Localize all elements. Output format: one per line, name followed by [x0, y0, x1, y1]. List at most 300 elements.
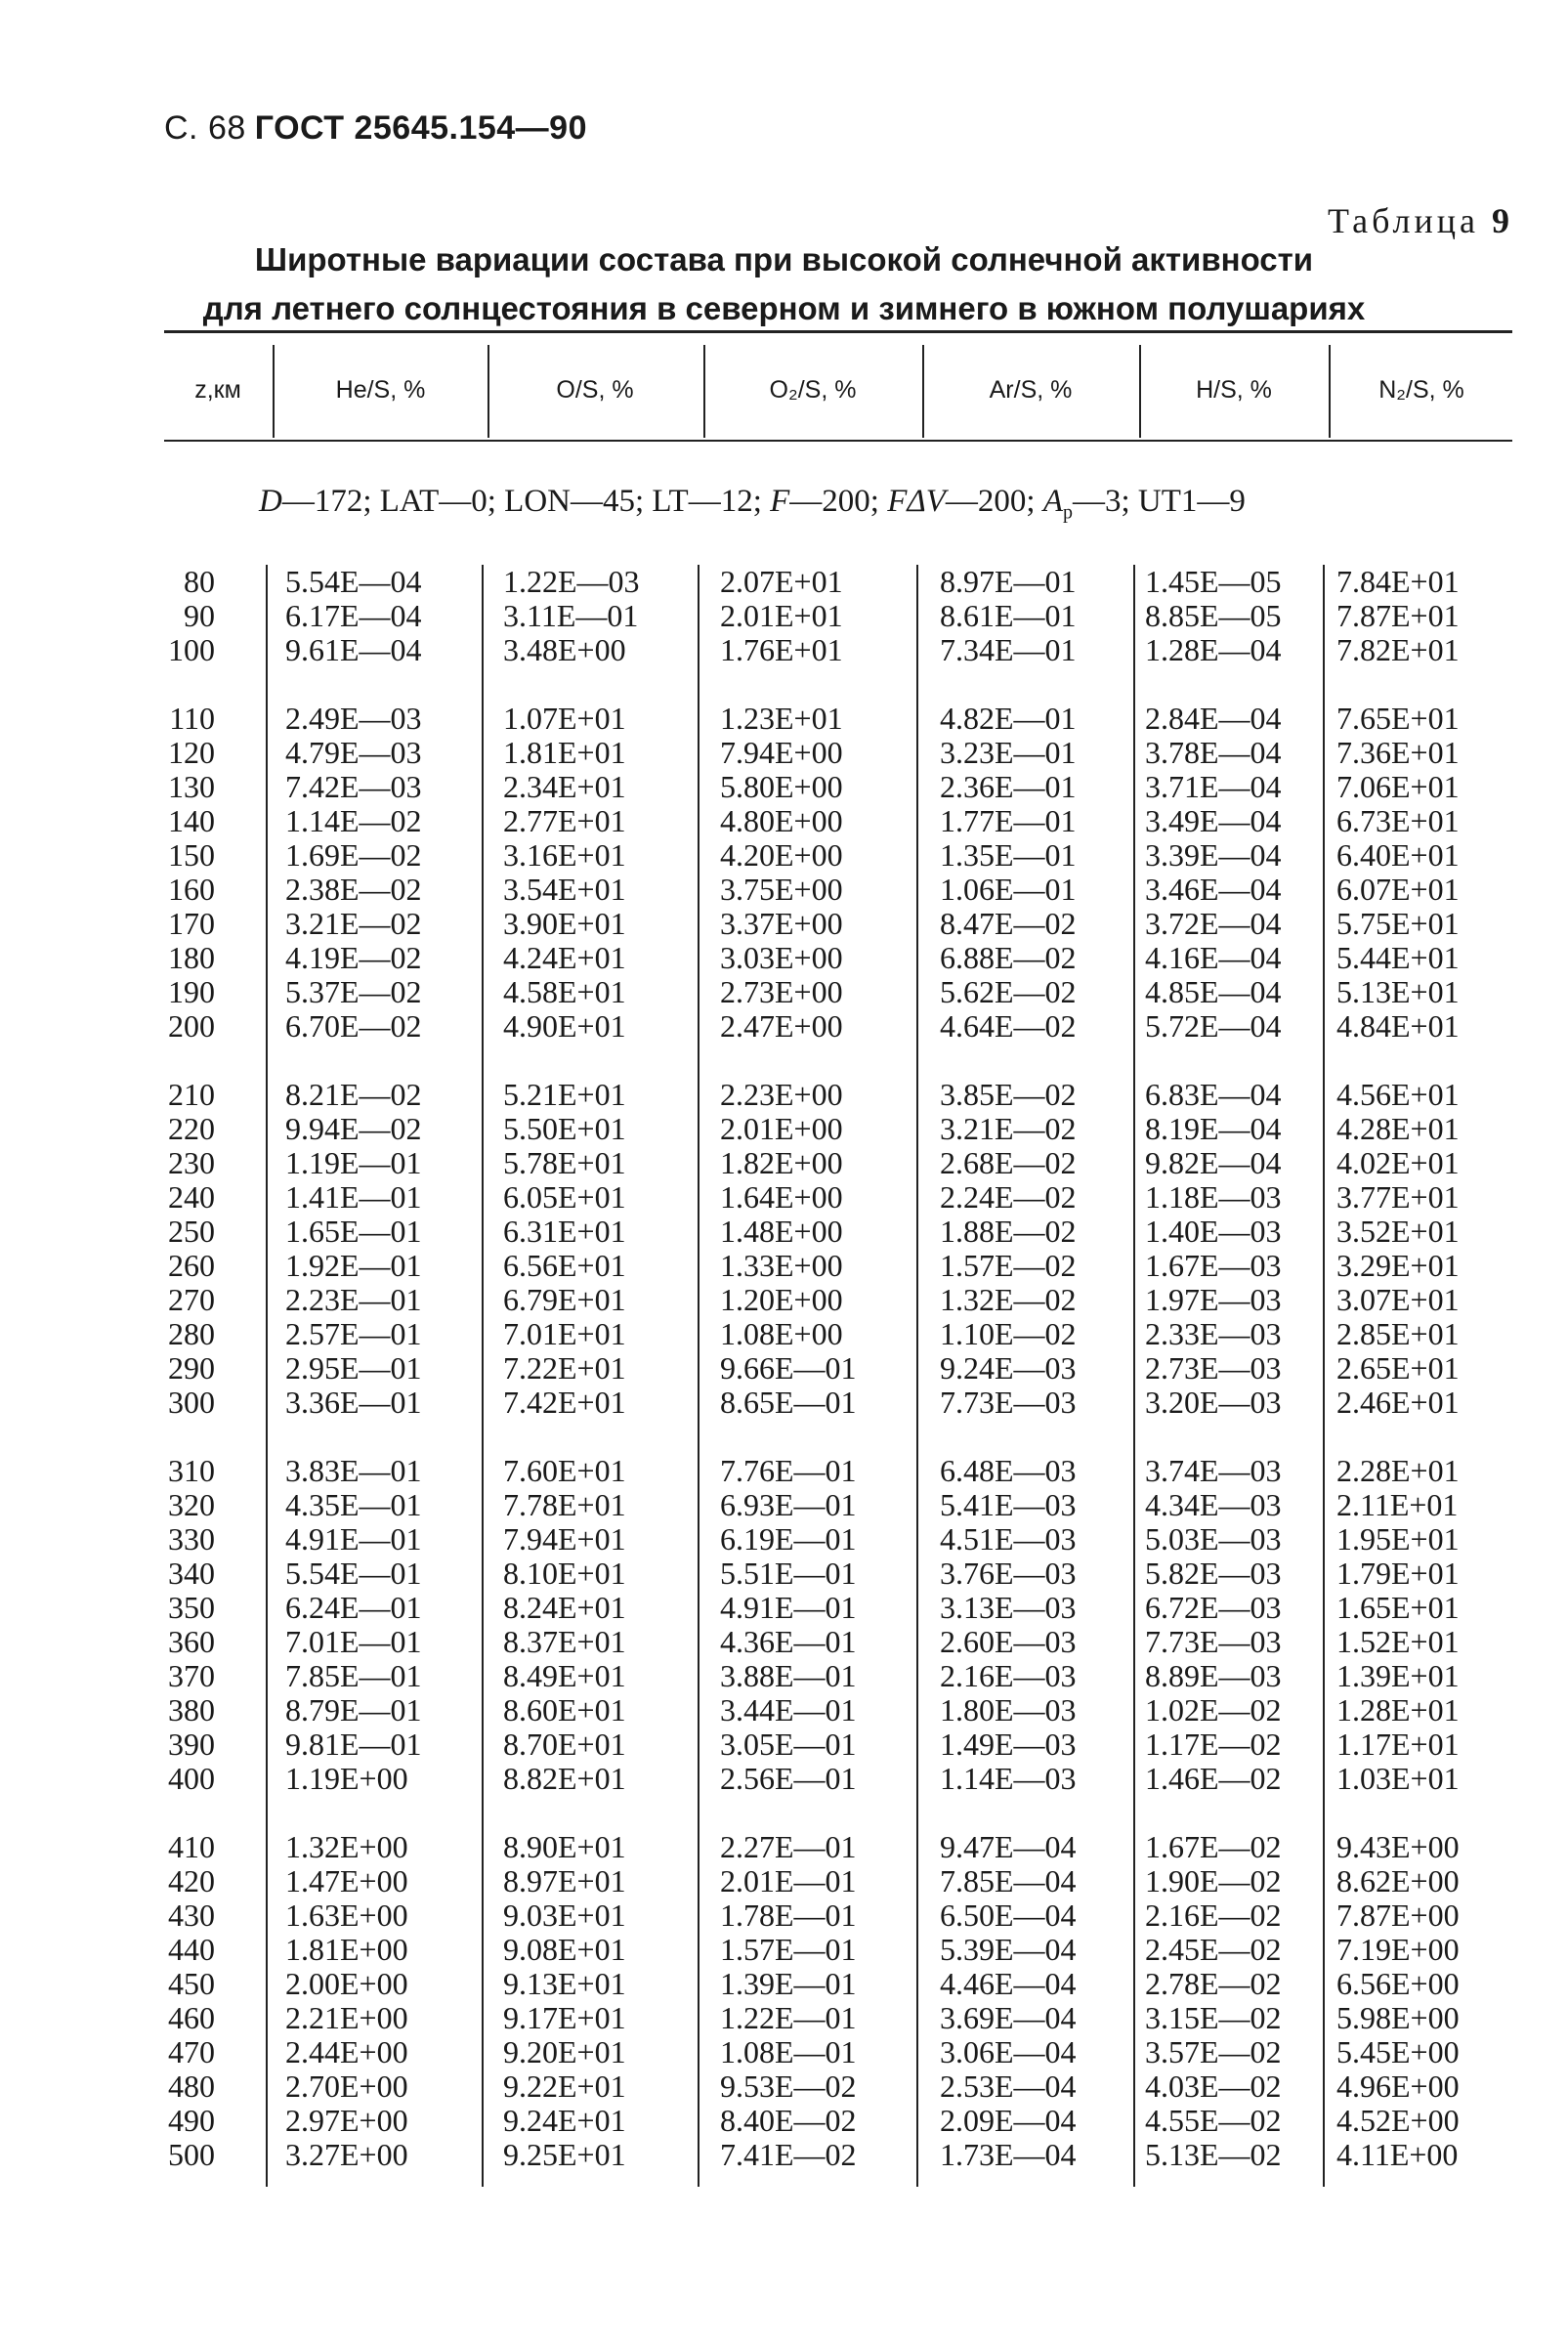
table-cell-z: 310: [168, 1453, 215, 1488]
table-cell-he: 2.57E—01: [285, 1316, 422, 1351]
param-f-value: —200;: [789, 484, 888, 519]
table-cell-n2: 1.39E+01: [1336, 1658, 1460, 1693]
table-title-line-1: Широтные вариации состава при высокой солнечной активности: [254, 241, 1314, 277]
table-cell-n2: 7.06E+01: [1336, 769, 1460, 804]
table-cell-he: 2.00E+00: [285, 1966, 408, 2001]
column-o2: [720, 565, 857, 2172]
table-cell-z: 350: [168, 1590, 215, 1625]
table-cell-n2: 2.65E+01: [1336, 1350, 1460, 1386]
table-cell-h: 1.97E—03: [1145, 1282, 1282, 1317]
table-cell-o2: 2.27E—01: [720, 1829, 857, 1864]
table-cell-n2: 7.87E+01: [1336, 598, 1460, 633]
table-cell-n2: 4.84E+01: [1336, 1008, 1460, 1044]
table-cell-n2: 4.28E+01: [1336, 1111, 1460, 1146]
table-cell-he: 8.21E—02: [285, 1077, 422, 1112]
table-cell-n2: 3.52E+01: [1336, 1214, 1460, 1249]
table-cell-ar: 8.61E—01: [940, 598, 1077, 633]
table-cell-h: 5.03E—03: [1145, 1521, 1282, 1557]
table-cell-ar: 3.23E—01: [940, 735, 1077, 770]
table-cell-z: 320: [168, 1487, 215, 1522]
table-cell-o: 3.90E+01: [503, 906, 626, 941]
table-cell-o2: 4.36E—01: [720, 1624, 857, 1659]
table-cell-ar: 6.48E—03: [940, 1453, 1077, 1488]
table-cell-h: 3.57E—02: [1145, 2034, 1282, 2069]
group-gap: [285, 1420, 422, 1454]
table-cell-o2: 6.19E—01: [720, 1521, 857, 1557]
table-cell-o: 5.78E+01: [503, 1145, 626, 1180]
table-cell-h: 1.18E—03: [1145, 1179, 1282, 1215]
header-separator: [1329, 345, 1331, 438]
table-cell-he: 6.24E—01: [285, 1590, 422, 1625]
table-cell-ar: 2.09E—04: [940, 2103, 1077, 2138]
table-cell-o2: 9.53E—02: [720, 2069, 857, 2104]
group-gap: [1336, 1044, 1460, 1078]
table-cell-z: 440: [168, 1932, 215, 1967]
table-cell-he: 4.91E—01: [285, 1521, 422, 1557]
table-cell-h: 1.17E—02: [1145, 1727, 1282, 1762]
header-separator: [922, 345, 924, 438]
header-separator: [703, 345, 705, 438]
table-cell-o2: 2.47E+00: [720, 1008, 843, 1044]
table-cell-h: 2.84E—04: [1145, 701, 1282, 736]
table-cell-n2: 5.45E+00: [1336, 2034, 1460, 2069]
table-cell-n2: 8.62E+00: [1336, 1863, 1460, 1898]
table-cell-he: 1.41E—01: [285, 1179, 422, 1215]
group-gap: [720, 1420, 857, 1454]
group-gap: [503, 1420, 640, 1454]
table-cell-ar: 8.47E—02: [940, 906, 1077, 941]
table-cell-he: 2.49E—03: [285, 701, 422, 736]
group-gap: [285, 1044, 422, 1078]
table-cell-o2: 2.23E+00: [720, 1077, 843, 1112]
table-cell-ar: 7.85E—04: [940, 1863, 1077, 1898]
param-ap-label: A: [1042, 484, 1063, 519]
table-cell-n2: 2.46E+01: [1336, 1385, 1460, 1420]
table-cell-n2: 1.52E+01: [1336, 1624, 1460, 1659]
table-cell-o2: 3.03E+00: [720, 940, 843, 975]
table-cell-ar: 1.49E—03: [940, 1727, 1077, 1762]
table-cell-z: 270: [168, 1282, 215, 1317]
table-cell-he: 1.14E—02: [285, 803, 422, 838]
table-cell-z: 180: [168, 940, 215, 975]
group-gap: [940, 667, 1077, 702]
table-cell-ar: 3.21E—02: [940, 1111, 1077, 1146]
table-cell-ar: 8.97E—01: [940, 564, 1077, 599]
table-cell-o2: 1.82E+00: [720, 1145, 843, 1180]
table-cell-o2: 7.76E—01: [720, 1453, 857, 1488]
table-cell-he: 9.81E—01: [285, 1727, 422, 1762]
table-cell-z: 490: [168, 2103, 215, 2138]
column-header-z: z,км: [194, 376, 241, 404]
table-cell-n2: 1.17E+01: [1336, 1727, 1460, 1762]
table-cell-ar: 4.51E—03: [940, 1521, 1077, 1557]
table-cell-o2: 4.91E—01: [720, 1590, 857, 1625]
table-cell-n2: 4.11E+00: [1336, 2137, 1459, 2172]
table-cell-n2: 5.98E+00: [1336, 2000, 1460, 2035]
table-cell-he: 9.94E—02: [285, 1111, 422, 1146]
table-cell-n2: 6.40E+01: [1336, 837, 1460, 873]
table-cell-n2: 1.79E+01: [1336, 1556, 1460, 1591]
table-cell-z: 80: [184, 564, 215, 599]
table-cell-z: 470: [168, 2034, 215, 2069]
column-header-h: H/S, %: [1196, 376, 1272, 404]
table-cell-h: 3.49E—04: [1145, 803, 1282, 838]
table-cell-ar: 1.57E—02: [940, 1248, 1077, 1283]
table-cell-o: 8.10E+01: [503, 1556, 626, 1591]
table-cell-ar: 3.06E—04: [940, 2034, 1077, 2069]
table-cell-he: 1.65E—01: [285, 1214, 422, 1249]
table-cell-o2: 1.39E—01: [720, 1966, 857, 2001]
table-cell-o2: 8.65E—01: [720, 1385, 857, 1420]
table-cell-z: 300: [168, 1385, 215, 1420]
table-cell-o: 7.01E+01: [503, 1316, 626, 1351]
table-cell-o: 8.90E+01: [503, 1829, 626, 1864]
table-cell-h: 2.45E—02: [1145, 1932, 1282, 1967]
table-cell-he: 3.27E+00: [285, 2137, 408, 2172]
table-cell-o: 4.58E+01: [503, 974, 626, 1009]
table-cell-he: 5.37E—02: [285, 974, 422, 1009]
table-cell-o2: 7.41E—02: [720, 2137, 857, 2172]
table-cell-he: 4.19E—02: [285, 940, 422, 975]
table-cell-he: 2.21E+00: [285, 2000, 408, 2035]
column-header-o2: O₂/S, %: [769, 376, 857, 404]
table-cell-z: 200: [168, 1008, 215, 1044]
param-fdv-label: FΔV: [887, 484, 946, 519]
column-z: [117, 565, 215, 2172]
table-cell-o2: 1.48E+00: [720, 1214, 843, 1249]
table-cell-n2: 4.52E+00: [1336, 2103, 1460, 2138]
table-cell-o: 2.34E+01: [503, 769, 626, 804]
table-cell-z: 430: [168, 1898, 215, 1933]
table-cell-n2: 4.56E+01: [1336, 1077, 1460, 1112]
group-gap: [285, 1796, 422, 1830]
body-separator: [1323, 565, 1325, 2187]
table-cell-o2: 9.66E—01: [720, 1350, 857, 1386]
table-cell-he: 7.01E—01: [285, 1624, 422, 1659]
table-cell-he: 1.63E+00: [285, 1898, 408, 1933]
body-separator: [482, 565, 484, 2187]
table-cell-ar: 1.73E—04: [940, 2137, 1077, 2172]
table-cell-ar: 7.34E—01: [940, 632, 1077, 667]
column-header-he: He/S, %: [335, 376, 426, 404]
table-cell-ar: 1.88E—02: [940, 1214, 1077, 1249]
table-cell-h: 8.85E—05: [1145, 598, 1282, 633]
table-cell-o: 8.97E+01: [503, 1863, 626, 1898]
table-cell-h: 3.15E—02: [1145, 2000, 1282, 2035]
table-cell-n2: 5.44E+01: [1336, 940, 1460, 975]
table-cell-o2: 7.94E+00: [720, 735, 843, 770]
table-cell-h: 8.89E—03: [1145, 1658, 1282, 1693]
column-he: [285, 565, 422, 2172]
table-cell-o2: 3.44E—01: [720, 1692, 857, 1728]
table-cell-z: 140: [168, 803, 215, 838]
table-cell-n2: 9.43E+00: [1336, 1829, 1460, 1864]
header-bottom-rule: [164, 440, 1512, 442]
table-cell-h: 6.72E—03: [1145, 1590, 1282, 1625]
table-cell-n2: 7.36E+01: [1336, 735, 1460, 770]
table-cell-o: 8.37E+01: [503, 1624, 626, 1659]
group-gap: [940, 1796, 1077, 1830]
table-title-line-2: для летнего солнцестояния в северном и зимнего в южном полушариях: [202, 290, 1366, 326]
table-cell-h: 1.28E—04: [1145, 632, 1282, 667]
table-cell-he: 7.85E—01: [285, 1658, 422, 1693]
group-gap: [720, 1044, 857, 1078]
table-cell-ar: 3.76E—03: [940, 1556, 1077, 1591]
table-cell-z: 260: [168, 1248, 215, 1283]
column-h: [1145, 565, 1282, 2172]
table-cell-o2: 3.88E—01: [720, 1658, 857, 1693]
group-gap: [503, 1044, 640, 1078]
table-cell-o2: 2.01E+00: [720, 1111, 843, 1146]
table-cell-z: 370: [168, 1658, 215, 1693]
table-cell-z: 420: [168, 1863, 215, 1898]
table-cell-h: 4.55E—02: [1145, 2103, 1282, 2138]
table-cell-o2: 1.78E—01: [720, 1898, 857, 1933]
table-cell-n2: 5.75E+01: [1336, 906, 1460, 941]
table-cell-he: 4.35E—01: [285, 1487, 422, 1522]
table-cell-z: 280: [168, 1316, 215, 1351]
group-gap: [1336, 1796, 1460, 1830]
table-cell-o: 5.21E+01: [503, 1077, 626, 1112]
table-label: [1328, 200, 1509, 241]
table-cell-z: 410: [168, 1829, 215, 1864]
table-cell-o2: 4.80E+00: [720, 803, 843, 838]
table-cell-h: 2.16E—02: [1145, 1898, 1282, 1933]
table-cell-he: 6.17E—04: [285, 598, 422, 633]
table-cell-o: 1.07E+01: [503, 701, 626, 736]
group-gap: [1336, 667, 1460, 702]
table-cell-z: 110: [169, 701, 215, 736]
table-cell-h: 1.46E—02: [1145, 1761, 1282, 1796]
table-cell-z: 160: [168, 872, 215, 907]
table-cell-z: 120: [168, 735, 215, 770]
table-cell-ar: 2.68E—02: [940, 1145, 1077, 1180]
group-gap: [1336, 1420, 1460, 1454]
table-cell-ar: 6.88E—02: [940, 940, 1077, 975]
table-cell-o2: 3.75E+00: [720, 872, 843, 907]
table-cell-ar: 4.82E—01: [940, 701, 1077, 736]
table-cell-o2: 1.64E+00: [720, 1179, 843, 1215]
table-cell-ar: 5.62E—02: [940, 974, 1077, 1009]
table-cell-h: 3.71E—04: [1145, 769, 1282, 804]
table-cell-z: 130: [168, 769, 215, 804]
table-cell-h: 3.72E—04: [1145, 906, 1282, 941]
table-cell-n2: 7.82E+01: [1336, 632, 1460, 667]
table-cell-o: 8.49E+01: [503, 1658, 626, 1693]
table-cell-o2: 5.80E+00: [720, 769, 843, 804]
group-gap: [1145, 1044, 1282, 1078]
table-cell-o2: 1.22E—01: [720, 2000, 857, 2035]
table-cell-z: 480: [168, 2069, 215, 2104]
table-cell-h: 1.02E—02: [1145, 1692, 1282, 1728]
table-cell-he: 2.95E—01: [285, 1350, 422, 1386]
model-parameters: [259, 484, 1246, 525]
table-cell-z: 340: [168, 1556, 215, 1591]
table-cell-n2: 3.07E+01: [1336, 1282, 1460, 1317]
table-cell-he: 1.92E—01: [285, 1248, 422, 1283]
table-cell-h: 5.72E—04: [1145, 1008, 1282, 1044]
table-cell-o2: 1.33E+00: [720, 1248, 843, 1283]
column-header-ar: Ar/S, %: [989, 376, 1073, 404]
table-cell-z: 190: [168, 974, 215, 1009]
table-cell-n2: 4.96E+00: [1336, 2069, 1460, 2104]
body-separator: [266, 565, 268, 2187]
table-cell-o2: 1.08E+00: [720, 1316, 843, 1351]
table-cell-o: 7.22E+01: [503, 1350, 626, 1386]
table-cell-o2: 2.01E+01: [720, 598, 843, 633]
table-cell-ar: 1.06E—01: [940, 872, 1077, 907]
table-cell-he: 9.61E—04: [285, 632, 422, 667]
group-gap: [117, 667, 215, 702]
table-cell-n2: 3.77E+01: [1336, 1179, 1460, 1215]
table-cell-h: 2.33E—03: [1145, 1316, 1282, 1351]
table-cell-o2: 3.05E—01: [720, 1727, 857, 1762]
param-ap-value: —3; UT1—9: [1073, 484, 1246, 519]
table-cell-he: 5.54E—01: [285, 1556, 422, 1591]
group-gap: [940, 1044, 1077, 1078]
table-cell-h: 3.46E—04: [1145, 872, 1282, 907]
group-gap: [1145, 667, 1282, 702]
group-gap: [1145, 1420, 1282, 1454]
table-cell-he: 1.32E+00: [285, 1829, 408, 1864]
table-cell-n2: 7.87E+00: [1336, 1898, 1460, 1933]
table-cell-h: 2.78E—02: [1145, 1966, 1282, 2001]
table-cell-z: 240: [168, 1179, 215, 1215]
table-cell-o: 7.42E+01: [503, 1385, 626, 1420]
table-cell-h: 1.40E—03: [1145, 1214, 1282, 1249]
table-cell-o: 3.11E—01: [503, 598, 639, 633]
table-cell-h: 4.85E—04: [1145, 974, 1282, 1009]
table-cell-he: 2.44E+00: [285, 2034, 408, 2069]
table-cell-z: 150: [168, 837, 215, 873]
table-cell-h: 5.82E—03: [1145, 1556, 1282, 1591]
header-separator: [1139, 345, 1141, 438]
table-cell-ar: 1.14E—03: [940, 1761, 1077, 1796]
table-cell-o: 9.24E+01: [503, 2103, 626, 2138]
page-number: С. 68: [164, 109, 246, 147]
table-cell-ar: 2.53E—04: [940, 2069, 1077, 2104]
table-cell-n2: 7.65E+01: [1336, 701, 1460, 736]
body-separator: [916, 565, 918, 2187]
table-cell-n2: 2.11E+01: [1336, 1487, 1459, 1522]
column-ar: [940, 565, 1077, 2172]
table-cell-ar: 4.64E—02: [940, 1008, 1077, 1044]
table-cell-he: 8.79E—01: [285, 1692, 422, 1728]
table-cell-o2: 8.40E—02: [720, 2103, 857, 2138]
table-cell-o2: 2.56E—01: [720, 1761, 857, 1796]
table-cell-o: 6.56E+01: [503, 1248, 626, 1283]
table-cell-o: 3.54E+01: [503, 872, 626, 907]
table-cell-o2: 2.73E+00: [720, 974, 843, 1009]
table-cell-h: 3.20E—03: [1145, 1385, 1282, 1420]
table-cell-he: 5.54E—04: [285, 564, 422, 599]
group-gap: [503, 667, 640, 702]
table-cell-h: 3.78E—04: [1145, 735, 1282, 770]
table-cell-z: 450: [168, 1966, 215, 2001]
table-cell-o: 9.08E+01: [503, 1932, 626, 1967]
table-cell-n2: 6.07E+01: [1336, 872, 1460, 907]
table-cell-o: 4.24E+01: [503, 940, 626, 975]
group-gap: [940, 1420, 1077, 1454]
group-gap: [1145, 1796, 1282, 1830]
param-fdv-value: —200;: [945, 484, 1043, 519]
table-cell-o2: 2.07E+01: [720, 564, 843, 599]
table-cell-ar: 9.47E—04: [940, 1829, 1077, 1864]
table-cell-h: 7.73E—03: [1145, 1624, 1282, 1659]
column-header-n2: N₂/S, %: [1378, 376, 1464, 404]
table-cell-h: 3.39E—04: [1145, 837, 1282, 873]
table-cell-o: 9.03E+01: [503, 1898, 626, 1933]
body-separator: [1133, 565, 1135, 2187]
table-cell-ar: 5.41E—03: [940, 1487, 1077, 1522]
table-cell-n2: 5.13E+01: [1336, 974, 1460, 1009]
table-cell-h: 2.73E—03: [1145, 1350, 1282, 1386]
table-cell-z: 380: [168, 1692, 215, 1728]
table-cell-o: 7.78E+01: [503, 1487, 626, 1522]
table-cell-z: 250: [168, 1214, 215, 1249]
table-cell-he: 7.42E—03: [285, 769, 422, 804]
table-cell-ar: 2.16E—03: [940, 1658, 1077, 1693]
table-cell-n2: 1.03E+01: [1336, 1761, 1460, 1796]
table-cell-o: 9.17E+01: [503, 2000, 626, 2035]
table-cell-z: 220: [168, 1111, 215, 1146]
group-gap: [720, 667, 857, 702]
table-cell-he: 1.19E—01: [285, 1145, 422, 1180]
table-cell-o2: 2.01E—01: [720, 1863, 857, 1898]
table-cell-he: 3.21E—02: [285, 906, 422, 941]
table-cell-ar: 2.60E—03: [940, 1624, 1077, 1659]
group-gap: [720, 1796, 857, 1830]
table-cell-z: 290: [168, 1350, 215, 1386]
table-cell-h: 5.13E—02: [1145, 2137, 1282, 2172]
table-cell-o: 3.16E+01: [503, 837, 626, 873]
table-cell-h: 1.45E—05: [1145, 564, 1282, 599]
table-cell-he: 1.19E+00: [285, 1761, 408, 1796]
standard-number: ГОСТ 25645.154—90: [254, 109, 587, 147]
table-cell-o: 6.79E+01: [503, 1282, 626, 1317]
column-n2: [1336, 565, 1460, 2172]
param-d-value: —172; LAT—0; LON—45; LT—12;: [281, 484, 771, 519]
table-cell-ar: 1.32E—02: [940, 1282, 1077, 1317]
table-cell-ar: 2.36E—01: [940, 769, 1077, 804]
table-cell-ar: 9.24E—03: [940, 1350, 1077, 1386]
table-cell-ar: 3.85E—02: [940, 1077, 1077, 1112]
table-cell-z: 360: [168, 1624, 215, 1659]
table-cell-o: 7.60E+01: [503, 1453, 626, 1488]
table-cell-he: 1.47E+00: [285, 1863, 408, 1898]
table-cell-he: 2.70E+00: [285, 2069, 408, 2104]
table-cell-he: 3.83E—01: [285, 1453, 422, 1488]
table-cell-ar: 1.80E—03: [940, 1692, 1077, 1728]
table-cell-n2: 3.29E+01: [1336, 1248, 1460, 1283]
table-cell-ar: 3.69E—04: [940, 2000, 1077, 2035]
table-cell-o: 9.13E+01: [503, 1966, 626, 2001]
table-cell-n2: 7.84E+01: [1336, 564, 1460, 599]
table-cell-o: 9.22E+01: [503, 2069, 626, 2104]
table-cell-z: 460: [168, 2000, 215, 2035]
group-gap: [503, 1796, 640, 1830]
table-cell-n2: 7.19E+00: [1336, 1932, 1460, 1967]
table-cell-ar: 6.50E—04: [940, 1898, 1077, 1933]
header-top-rule: [164, 330, 1512, 333]
table-cell-o2: 4.20E+00: [720, 837, 843, 873]
table-cell-h: 4.34E—03: [1145, 1487, 1282, 1522]
table-cell-n2: 2.28E+01: [1336, 1453, 1460, 1488]
column-header-o: O/S, %: [556, 376, 634, 404]
table-cell-h: 6.83E—04: [1145, 1077, 1282, 1112]
table-cell-o: 2.77E+01: [503, 803, 626, 838]
table-label-number: 9: [1492, 201, 1509, 240]
